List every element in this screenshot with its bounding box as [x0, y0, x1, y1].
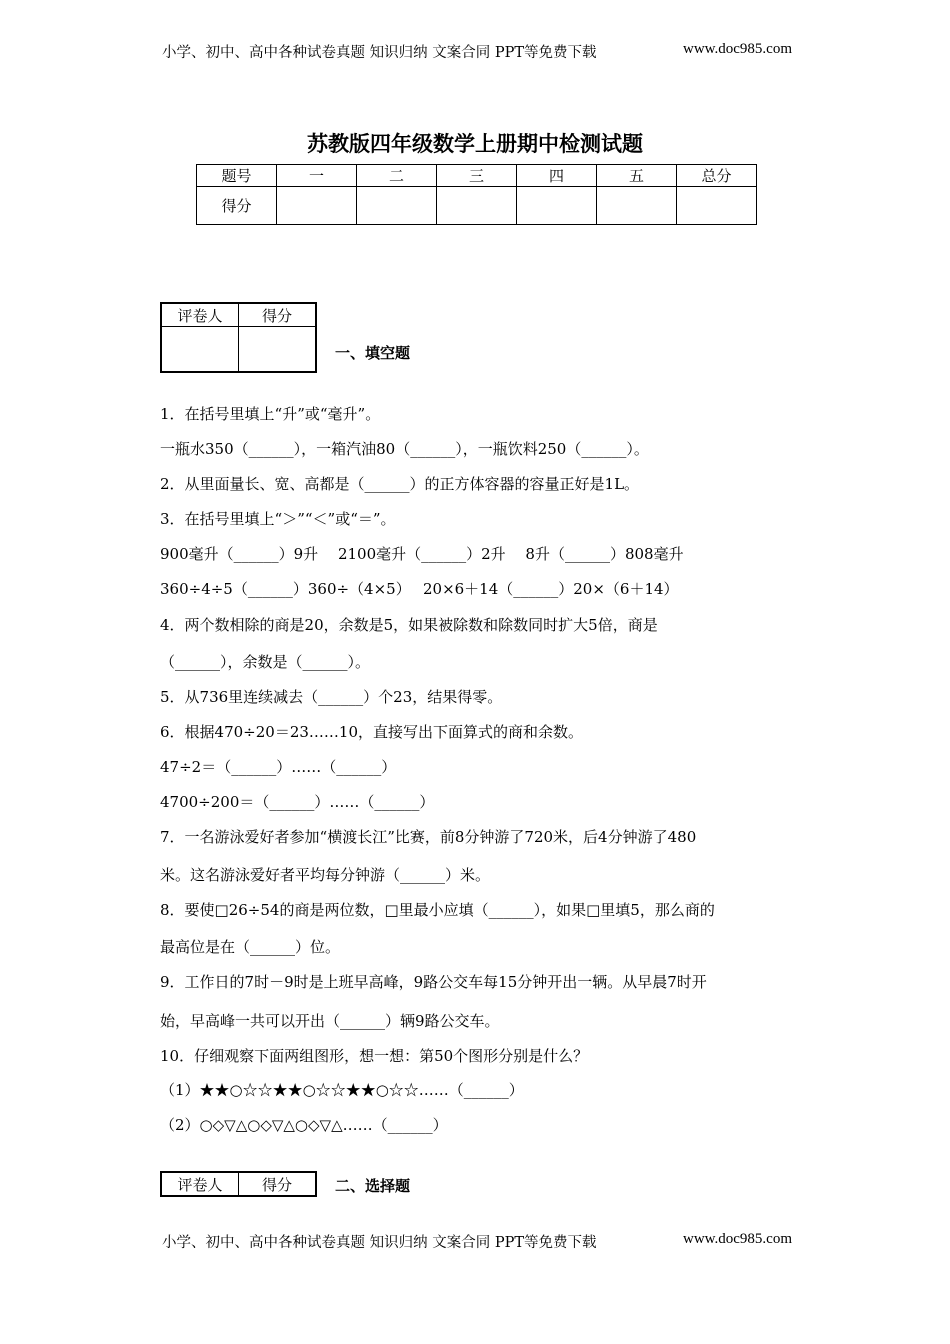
- header-url: www.doc985.com: [682, 41, 792, 57]
- section2-title: 二、选择题: [335, 1177, 411, 1195]
- score-cell: [357, 187, 437, 225]
- question-line: 360÷4÷5（______）360÷（4×5） 20×6＋14（______）20×（6＋14）: [160, 580, 679, 598]
- question-line: 5．从736里连续减去（______）个23，结果得零。: [160, 688, 503, 706]
- section2-grader-box: [160, 1171, 317, 1197]
- score-header-cell: 三: [437, 165, 517, 187]
- question-line: 7．一名游泳爱好者参加“横渡长江”比赛，前8分钟游了720米，后4分钟游了480: [160, 828, 697, 846]
- question-line: 10．仔细观察下面两组图形，想一想：第50个图形分别是什么？: [160, 1047, 589, 1065]
- exam-title: 苏教版四年级数学上册期中检测试题: [307, 132, 643, 156]
- question-line: 米。这名游泳爱好者平均每分钟游（______）米。: [160, 866, 491, 884]
- score-cell: [677, 187, 757, 225]
- score-row-label: 得分: [197, 187, 277, 225]
- score-header-cell: 一: [277, 165, 357, 187]
- score-header-cell: 题号: [197, 165, 277, 187]
- footer-left-text: 小学、初中、高中各种试卷真题 知识归纳 文案合同 PPT等免费下载: [162, 1235, 597, 1251]
- question-line: 始，早高峰一共可以开出（______）辆9路公交车。: [160, 1012, 500, 1030]
- question-line: 1．在括号里填上“升”或“毫升”。: [160, 405, 381, 423]
- score-header-cell: 五: [597, 165, 677, 187]
- question-line: 一瓶水350（______），一箱汽油80（______），一瓶饮料250（______）。: [160, 440, 649, 458]
- score-cell: [597, 187, 677, 225]
- grader-cell: [161, 327, 239, 373]
- footer-url: www.doc985.com: [682, 1231, 792, 1247]
- score-cell: [517, 187, 597, 225]
- question-line: （______），余数是（______）。: [160, 653, 371, 671]
- score-table: [196, 164, 757, 225]
- grader-label: 评卷人: [161, 303, 239, 327]
- question-line: 6．根据470÷20＝23……10，直接写出下面算式的商和余数。: [160, 723, 584, 741]
- score-header-cell: 四: [517, 165, 597, 187]
- question-line: 最高位是在（______）位。: [160, 938, 341, 956]
- score-header-cell: 二: [357, 165, 437, 187]
- header-left-text: 小学、初中、高中各种试卷真题 知识归纳 文案合同 PPT等免费下载: [162, 45, 597, 61]
- score-cell: [437, 187, 517, 225]
- grader-cell: [239, 327, 317, 373]
- score-table-header-row: [197, 165, 757, 187]
- question-line: （2）○◇▽△○◇▽△○◇▽△……（______）: [160, 1116, 448, 1134]
- score-header-cell: 总分: [677, 165, 757, 187]
- question-line: 8．要使□26÷54的商是两位数，□里最小应填（______），如果□里填5，那么商的: [160, 901, 715, 919]
- score-cell: [277, 187, 357, 225]
- section1-grader-box: [160, 302, 317, 373]
- question-line: 3．在括号里填上“＞”“＜”或“＝”。: [160, 510, 396, 528]
- question-line: 9．工作日的7时－9时是上班早高峰，9路公交车每15分钟开出一辆。从早晨7时开: [160, 973, 707, 991]
- question-line: 4．两个数相除的商是20，余数是5，如果被除数和除数同时扩大5倍，商是: [160, 616, 658, 634]
- grader-score-label: 得分: [239, 303, 317, 327]
- section1-title: 一、填空题: [335, 344, 411, 362]
- question-line: 2．从里面量长、宽、高都是（______）的正方体容器的容量正好是1L。: [160, 475, 640, 493]
- question-line: （1）★★○☆☆★★○☆☆★★○☆☆……（______）: [160, 1081, 524, 1099]
- score-table-score-row: [197, 187, 757, 225]
- grader-label: 评卷人: [161, 1172, 239, 1196]
- grader-score-label: 得分: [239, 1172, 317, 1196]
- question-line: 900毫升（______）9升 2100毫升（______）2升 8升（______）808毫升: [160, 545, 684, 563]
- question-line: 47÷2＝（______）……（______）: [160, 758, 397, 776]
- question-line: 4700÷200＝（______）……（______）: [160, 793, 435, 811]
